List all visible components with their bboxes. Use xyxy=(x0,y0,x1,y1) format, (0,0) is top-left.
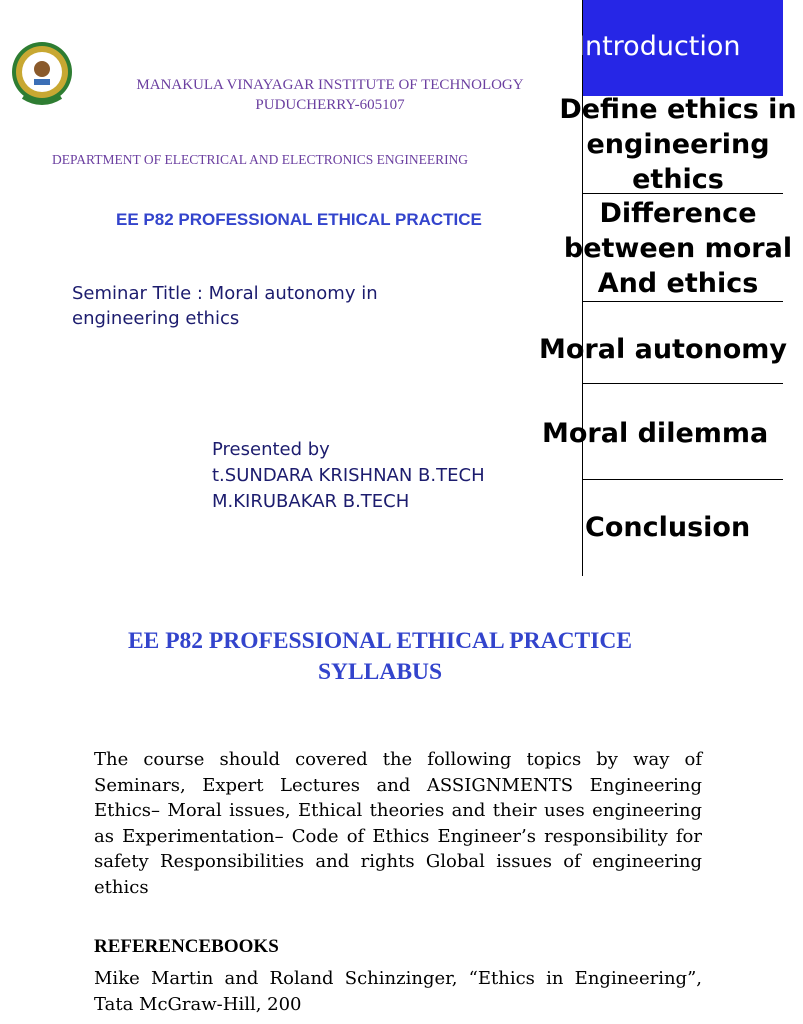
topic-row xyxy=(563,193,793,302)
institute-name: MANAKULA VINAYAGAR INSTITUTE OF TECHNOLOGY xyxy=(136,77,524,93)
topic-row xyxy=(542,383,783,480)
topic-row xyxy=(559,94,797,195)
topic-line: Difference xyxy=(599,198,757,229)
presenters-block xyxy=(212,437,485,515)
topic-row xyxy=(583,479,783,576)
course-title: EE P82 PROFESSIONAL ETHICAL PRACTICE xyxy=(116,210,482,229)
topic-row xyxy=(539,301,788,384)
topic-line: engineering xyxy=(586,129,770,160)
institute-logo xyxy=(9,35,75,113)
syllabus-title-line2: SYLLABUS xyxy=(317,659,443,685)
topic-line: Moral dilemma xyxy=(542,418,769,449)
presented-by-label: Presented by xyxy=(212,439,330,460)
topics-table xyxy=(539,0,797,576)
seminar-title xyxy=(72,281,378,331)
institute-address: PUDUCHERRY-605107 xyxy=(255,97,405,113)
topic-line: Conclusion xyxy=(585,512,751,543)
topic-line: between moral xyxy=(563,233,793,264)
topics-heading: Introduction xyxy=(577,31,741,62)
topic-line: ethics xyxy=(632,164,724,195)
topic-line: Define ethics in xyxy=(559,94,797,125)
references-heading: REFERENCEBOOKS xyxy=(94,936,279,957)
syllabus-title-line1: EE P82 PROFESSIONAL ETHICAL PRACTICE xyxy=(127,628,633,654)
reference-item: Mike Martin and Roland Schinzinger, “Ethics in Engineering”, Tata McGraw-Hill, 200 xyxy=(94,968,702,1015)
presenter-name-2: M.KIRUBAKAR B.TECH xyxy=(212,491,410,512)
topics-header xyxy=(577,0,783,96)
topic-line: And ethics xyxy=(597,268,759,299)
syllabus-body: The course should covered the following topics by way of Seminars, Expert Lectures and ASSIGNMENTS Engineering Ethics– Moral issues, Ethical theories and their uses engineering as Experimentation– Code of Ethics Engineer’s responsibility for safety Responsibilities and rights Global issues of engineering ethics xyxy=(94,749,702,898)
department-name: DEPARTMENT OF ELECTRICAL AND ELECTRONICS ENGINEERING xyxy=(52,152,469,167)
seminar-title-line2: engineering ethics xyxy=(72,308,240,329)
presenter-name-1: t.SUNDARA KRISHNAN B.TECH xyxy=(212,465,485,486)
seminar-title-line1: Seminar Title : Moral autonomy in xyxy=(72,283,378,304)
syllabus-title xyxy=(60,626,700,688)
topic-line: Moral autonomy xyxy=(539,334,788,365)
